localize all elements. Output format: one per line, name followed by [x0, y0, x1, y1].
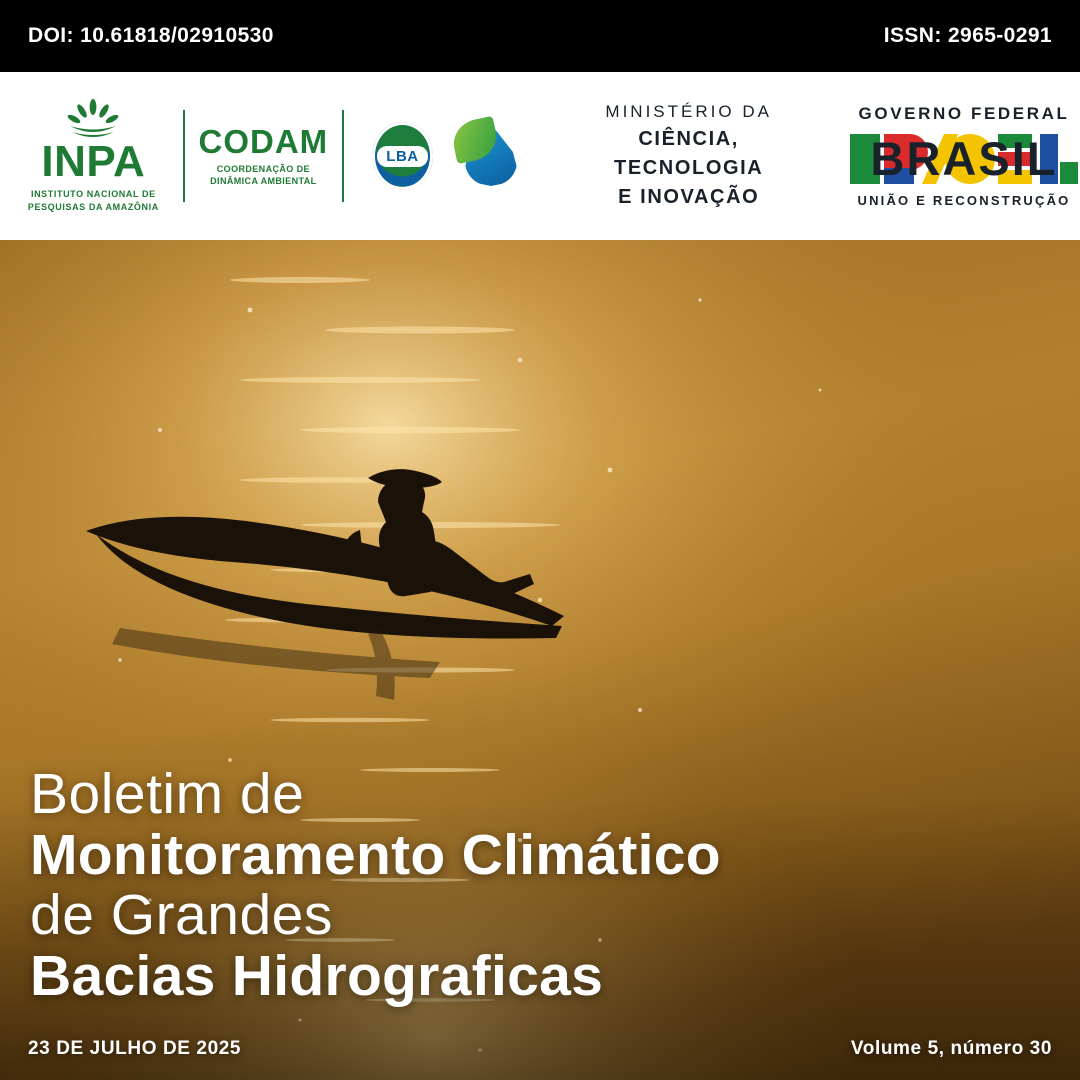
codam-logo — [198, 122, 329, 187]
doi-text: DOI: 10.61818/02910530 — [28, 24, 274, 47]
inpa-wordmark: INPA — [41, 137, 146, 187]
ministry-line-2: CIÊNCIA, TECNOLOGIA — [614, 127, 764, 179]
cover-footer — [0, 1038, 1080, 1060]
codam-subtitle-line2: DINÂMICA AMBIENTAL — [210, 176, 317, 186]
title-line-3: de Grandes — [30, 883, 333, 948]
codam-subtitle-line1: COORDENAÇÃO DE — [216, 163, 310, 174]
inpa-subtitle-line2: PESQUISAS DA AMAZÔNIA — [27, 201, 159, 212]
water-droplet-icon — [451, 118, 517, 194]
brasil-text: BRASIL — [870, 132, 1058, 185]
title-line-1: Boletim de — [30, 762, 305, 827]
identifier-bar — [0, 0, 1080, 72]
inpa-subtitle-line1: INSTITUTO NACIONAL DE — [30, 189, 156, 200]
government-top-text: GOVERNO FEDERAL — [858, 104, 1070, 123]
inpa-logo — [18, 99, 169, 212]
logo-divider-2 — [342, 110, 344, 202]
volume-issue: Volume 5, número 30 — [850, 1038, 1052, 1059]
ministry-line-3: E INOVAÇÃO — [618, 185, 760, 208]
issn-text: ISSN: 2965-0291 — [883, 24, 1052, 47]
brasil-wordmark — [848, 128, 1080, 190]
government-bottom-text: UNIÃO E RECONSTRUÇÃO — [857, 193, 1071, 208]
inpa-plant-icon — [66, 99, 120, 139]
codam-wordmark: CODAM — [198, 122, 329, 160]
government-logo — [848, 104, 1080, 208]
title-line-4: Bacias Hidrograficas — [30, 943, 604, 1008]
ministry-line-1: MINISTÉRIO DA — [605, 102, 772, 122]
title-line-2: Monitoramento Climático — [30, 822, 721, 887]
logo-divider-1 — [183, 110, 185, 202]
publication-date: 23 DE JULHO DE 2025 — [28, 1038, 242, 1059]
ministry-logo — [573, 100, 804, 212]
lba-logo — [372, 122, 433, 190]
cover-title-block — [30, 764, 721, 1006]
logo-band — [0, 72, 1080, 240]
lba-label: LBA — [377, 146, 427, 167]
